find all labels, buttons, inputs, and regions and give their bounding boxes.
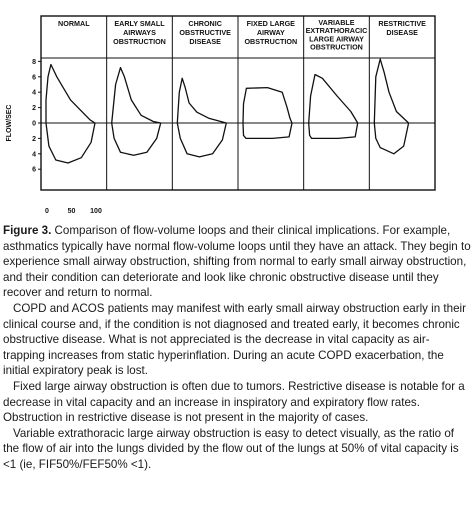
y-tick-label: 4 [32, 89, 36, 97]
flow-volume-chart [0, 0, 474, 222]
panel-title-line: VARIABLE [318, 18, 355, 27]
panel-title-line: OBSTRUCTIVE [179, 28, 231, 37]
x-tick-label: 0 [45, 208, 49, 215]
panel-title-line: LARGE AIRWAY [309, 34, 364, 44]
panel-title-line: OBSTRUCTION [244, 37, 298, 46]
caption-paragraph-2: COPD and ACOS patients may manifest with early small airway obstruction early in their clinical course and, if the condition is not diagnosed and treated early, it becomes chronic obstructive disease. What is not appreciated is the decrease in vital capacity as air-trapping increases from static hyperinflation. During an acute COPD exacerbation, the initial expiratory peak is lost. [3, 301, 466, 378]
caption-paragraph-4: Variable extrathoracic large airway obstruction is easy to detect visually, as the ratio of the flow of air into the lungs divided by the flow out of the lungs at 50% of vital capacity is <1 (ie, FIF50%/FEF50% <1). [3, 426, 459, 471]
panel-title-line: FIXED LARGE [246, 19, 295, 28]
flow-volume-loop [112, 68, 161, 156]
caption-paragraph-3: Fixed large airway obstruction is often due to tumors. Restrictive disease is notable for a decrease in vital capacity and an increase in inspiratory and expiratory flow rates. Obstruction in restrictive disease is not present in the majority of cases. [3, 379, 465, 425]
y-tick-label: 8 [32, 58, 36, 66]
figure-caption [3, 223, 471, 473]
flow-volume-loop [243, 88, 292, 139]
figure-label: Figure 3. [3, 224, 52, 237]
panel-title-line: DISEASE [189, 37, 221, 46]
flow-volume-loop [309, 75, 358, 139]
y-tick-label: 6 [32, 74, 36, 82]
flow-volume-loop [177, 78, 226, 157]
caption-paragraph-1 [3, 223, 471, 301]
panel-title-line: DISEASE [386, 28, 418, 37]
y-tick-label: 0 [32, 120, 36, 128]
panel-title-line: EXTRATHORACIC [305, 26, 368, 36]
panel-title-line: AIRWAYS [123, 28, 156, 37]
panel-title-line: EARLY SMALL [114, 19, 165, 28]
panel-title-line: RESTRICTIVE [378, 19, 426, 28]
x-tick-label: 100 [90, 208, 102, 215]
y-tick-label: 4 [32, 151, 36, 159]
y-tick-label: 2 [32, 105, 36, 113]
flow-volume-figure [0, 0, 474, 222]
caption-intro: Comparison of flow-volume loops and their clinical implications. For example, asthmatics typically have normal flow-volume loops until they have an attack. They begin to experience small airway obstruction, shifting from normal to early small airway obstruction, and their condition can deteriorate and look like chronic obstructive disease until they recover and return to normal. [3, 224, 471, 300]
flow-volume-loop [374, 59, 408, 154]
panel-title-line: OBSTRUCTION [310, 42, 363, 52]
panel-title-line: OBSTRUCTION [113, 37, 166, 46]
panel-title-line: CHRONIC [188, 19, 222, 28]
flow-volume-loop [46, 65, 95, 164]
x-tick-label: 50 [67, 208, 76, 215]
y-axis-title: FLOW/SEC [6, 104, 13, 142]
panel-title-line: AIRWAY [256, 28, 285, 37]
y-tick-label: 6 [32, 166, 36, 174]
panel-title-line: NORMAL [58, 19, 90, 28]
y-tick-label: 2 [32, 135, 36, 143]
